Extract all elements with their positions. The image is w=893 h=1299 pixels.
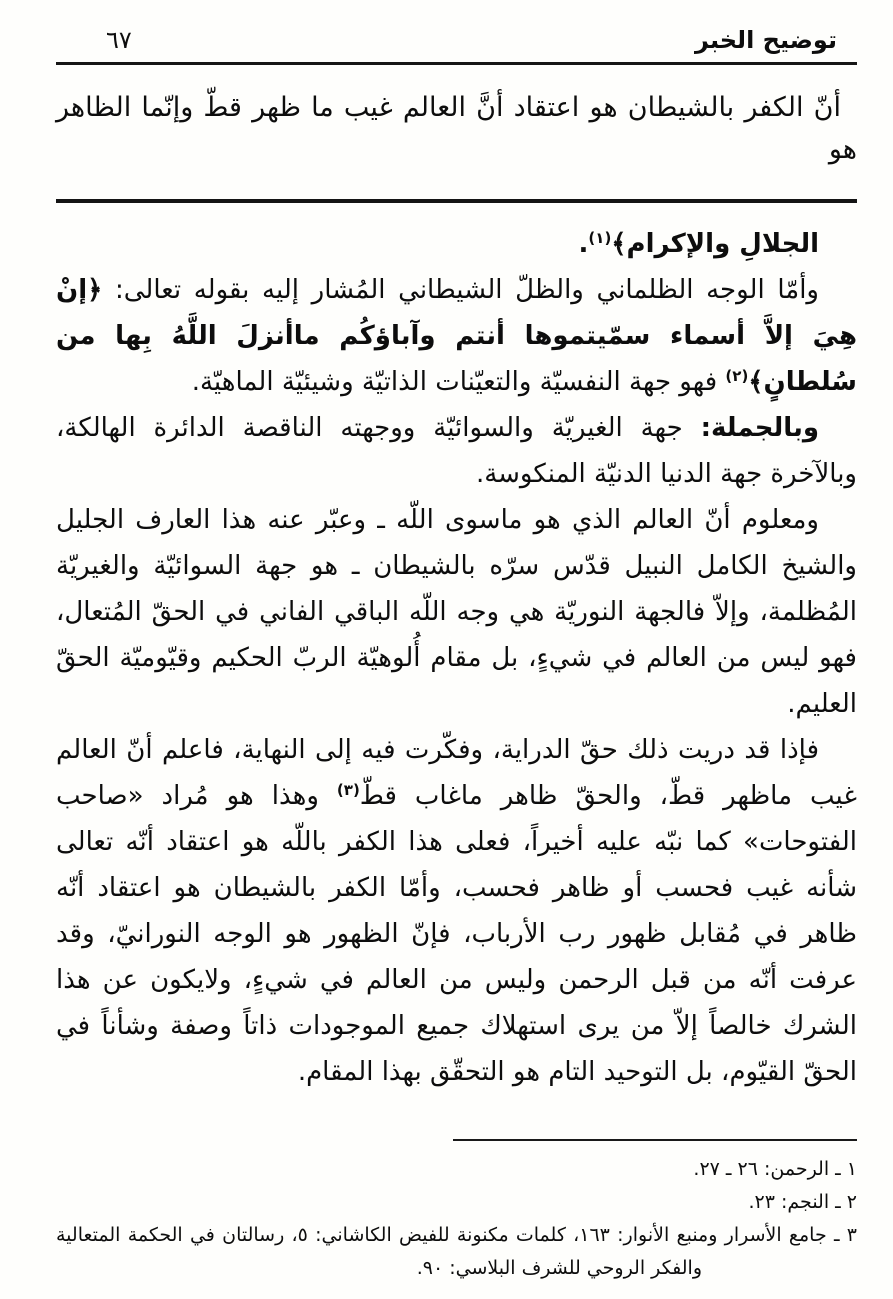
running-title: توضيح الخبر — [695, 26, 837, 54]
quote-end-period: . — [578, 229, 589, 259]
paragraph-3 — [56, 405, 857, 497]
p2-lead: وأمّا الوجه الظلماني والظلّ الشيطاني المُشار إليه بقوله تعالى: — [102, 275, 819, 305]
intro-line: أنّ الكفر بالشيطان هو اعتقاد أنَّ العالم غيب ما ظهر قطّ وإنّما الظاهر هو — [56, 92, 857, 165]
footnote-divider — [453, 1139, 857, 1141]
quote-end-text: الجلالِ والإكرام﴾ — [611, 229, 819, 259]
footnote-2: ٢ ـ النجم: ٢٣. — [748, 1191, 857, 1213]
section-divider — [56, 199, 857, 203]
p2-rest: فهو جهة النفسيّة والتعيّنات الذاتيّة وشيئيّة الماهيّة. — [191, 367, 726, 397]
footnotes — [56, 1153, 857, 1285]
footnote-ref-3: (٣) — [336, 781, 360, 799]
p5-part1: فإذا قد دريت ذلك حقّ الدراية، وفكّرت فيه إلى النهاية، فاعلم أنّ العالم غيب ماظهر قطّ، والحقّ ظاهر ماغاب قطّ — [56, 735, 858, 811]
footnote-1: ١ ـ الرحمن: ٢٦ ـ ٢٧. — [693, 1158, 857, 1180]
footnote-ref-2: (٢) — [725, 367, 749, 385]
page-number: ٦٧ — [106, 26, 132, 54]
footnote-3: ٣ ـ جامع الأسرار ومنبع الأنوار: ١٦٣، كلمات مكنونة للفيض الكاشاني: ٥، رسالتان في الحكمة المتعالية والفكر الروحي للشرف البلاسي: ٩٠. — [56, 1224, 857, 1279]
p5-part2: وهذا هو مُراد «صاحب الفتوحات» كما نبّه عليه أخيراً، فعلى هذا الكفر باللّه هو اعتقاد أنّه تعالى شأنه غيب فحسب أو ظاهر فحسب، وأمّا الكفر بالشيطان هو اعتقاد أنّه ظاهر في مُقابل ظهور رب الأرباب، فإنّ الظهور هو الوجه النورانيّ، وقد عرفت أنّه من قبل الرحمن وليس من العالم في شيءٍ، ولايكون عن هذا الشرك خالصاً إلاّ من يرى استهلاك جميع الموجودات ذاتاً وصفة وشأناً في الحقّ القيّوم، بل التوحيد التام هو التحقّق بهذا المقام. — [56, 781, 857, 1087]
body-text — [56, 221, 857, 1095]
p4-text: ومعلوم أنّ العالم الذي هو ماسوى اللّه ـ وعبّر عنه هذا العارف الجليل والشيخ الكامل النبيل قدّس سرّه بالشيطان ـ هو جهة السوائيّة والغيريّة المُظلمة، وإلاّ فالجهة النوريّة هي وجه اللّه الباقي الفاني في الحقّ المُتعال، فهو ليس من العالم في شيءٍ، بل مقام أُلوهيّة الربّ الحكيم وقيّوميّة الحقّ العليم. — [56, 505, 857, 719]
p3-lead: وبالجملة: — [700, 413, 819, 443]
paragraph-quote-end — [56, 221, 857, 267]
p3-rest: جهة الغيريّة والسوائيّة ووجهته الناقصة الدائرة الهالكة، وبالآخرة جهة الدنيا الدنيّة المنكوسة. — [56, 413, 857, 489]
paragraph-4 — [56, 497, 857, 727]
p2-quran-quote: ﴿إنْ هِيَ إلاَّ أسماء سمّيتموها أنتم وآباؤكُم ماأنزلَ اللَّهُ بِها من سُلطانٍ﴾ — [56, 275, 857, 397]
paragraph-5 — [56, 727, 857, 1095]
header-rule — [56, 62, 857, 65]
page-header — [56, 26, 857, 60]
footnote-ref-1: (١) — [588, 229, 612, 247]
paragraph-2 — [56, 267, 857, 405]
